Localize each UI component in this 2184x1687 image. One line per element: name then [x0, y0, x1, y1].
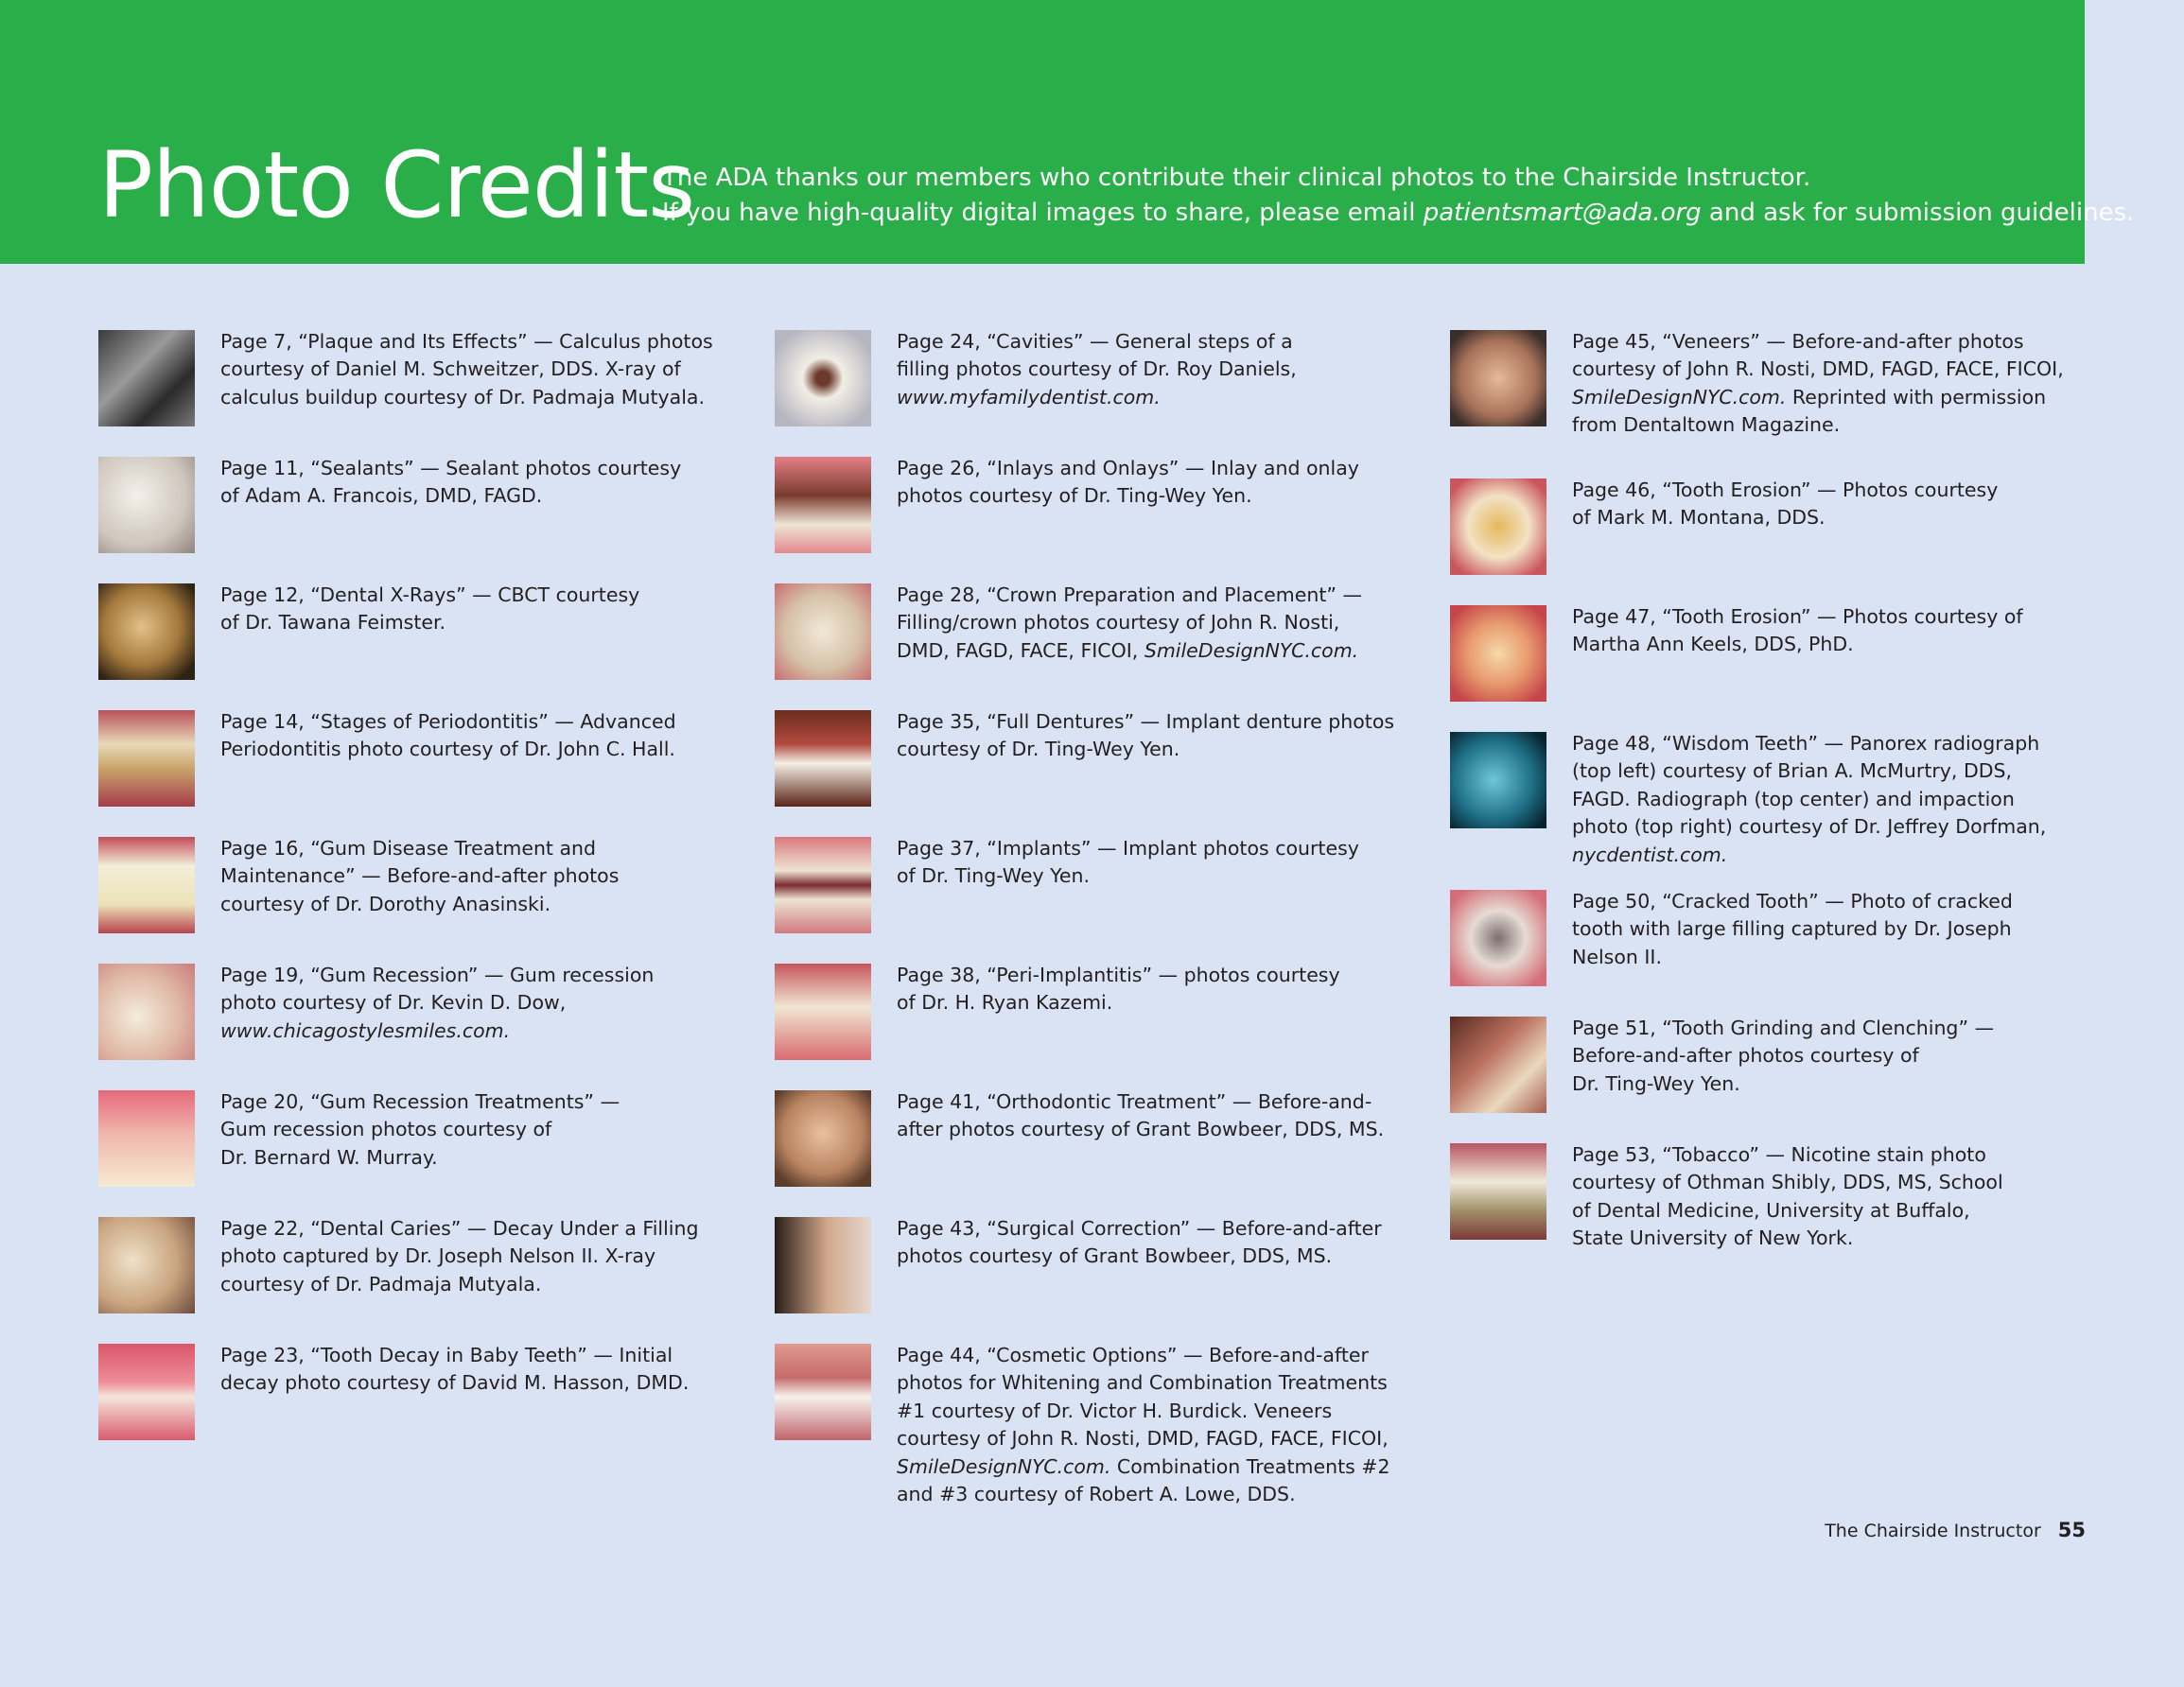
credit-line	[220, 835, 750, 862]
credit-text-segment: courtesy of John R. Nosti, DMD, FAGD, FACE, FICOI,	[1572, 357, 2064, 381]
credit-line	[1572, 328, 2102, 356]
credit-line	[1572, 1197, 2102, 1225]
credit-text	[897, 708, 1426, 764]
credit-line	[897, 1398, 1426, 1425]
credit-text-segment: Periodontitis photo courtesy of Dr. John C. Hall.	[220, 738, 675, 761]
credit-text-segment: Page 48, “Wisdom Teeth” — Panorex radiograph	[1572, 732, 2040, 755]
thumbnail-fill	[1450, 732, 1546, 828]
inlay-onlay-thumbnail	[775, 457, 871, 553]
thumbnail-fill	[98, 457, 195, 553]
credit-text-segment: Reprinted with permission	[1786, 385, 2047, 409]
credit-line	[897, 455, 1426, 482]
credit-text-segment: Nelson II.	[1572, 945, 1662, 968]
credit-text-segment: Page 19, “Gum Recession” — Gum recession	[220, 964, 655, 986]
credit-line	[1572, 757, 2102, 785]
credit-line	[220, 736, 750, 763]
credit-line	[1572, 1169, 2102, 1196]
credit-line	[897, 1215, 1426, 1243]
credit-line	[1572, 603, 2102, 631]
credit-text	[897, 1215, 1426, 1271]
dental-caries-thumbnail	[98, 1217, 195, 1313]
credit-line	[1572, 813, 2102, 841]
implant-thumbnail	[775, 837, 871, 933]
credit-line	[220, 482, 750, 510]
credit-line	[1572, 842, 2102, 869]
credit-line	[897, 1116, 1426, 1143]
credit-website: www.chicagostylesmiles.com.	[220, 1018, 511, 1042]
credit-text-segment: Page 24, “Cavities” — General steps of a	[897, 330, 1293, 353]
credit-text-segment: Page 53, “Tobacco” — Nicotine stain photo	[1572, 1143, 1986, 1166]
credit-website: nycdentist.com.	[1572, 843, 1728, 866]
credit-text	[220, 1088, 750, 1172]
credit-text-segment: Page 37, “Implants” — Implant photos courtesy	[897, 837, 1359, 860]
credit-line	[220, 1116, 750, 1143]
credit-line	[220, 708, 750, 736]
intro-line-2-start: If you have high-quality digital images to share, please email	[662, 199, 1424, 227]
cracked-tooth-thumbnail	[1450, 890, 1546, 986]
cbct-skull-thumbnail	[98, 583, 195, 680]
submission-email-link[interactable]: patientsmart@ada.org	[1423, 199, 1702, 227]
credit-text-segment: Page 35, “Full Dentures” — Implant denture photos	[897, 710, 1395, 733]
calculus-xray-thumbnail	[98, 330, 195, 426]
credit-text	[1572, 603, 2102, 659]
credit-website: SmileDesignNYC.com.	[1144, 638, 1359, 662]
credit-line	[897, 962, 1426, 989]
credit-text-segment: Filling/crown photos courtesy of John R. Nosti,	[897, 611, 1340, 635]
credit-text-segment: Page 23, “Tooth Decay in Baby Teeth” — Initial	[220, 1344, 673, 1366]
intro-line-1: The ADA thanks our members who contribute their clinical photos to the Chairside Instructor.	[662, 164, 1811, 192]
credit-line	[897, 1425, 1426, 1452]
credit-line	[1572, 1070, 2102, 1098]
credit-line	[897, 328, 1426, 356]
credit-line	[897, 1453, 1426, 1481]
credit-text-segment: Page 22, “Dental Caries” — Decay Under a Filling	[220, 1217, 699, 1240]
thumbnail-fill	[775, 710, 871, 807]
thumbnail-fill	[1450, 1017, 1546, 1113]
surgical-profile-thumbnail	[775, 1217, 871, 1313]
credit-text-segment: Page 14, “Stages of Periodontitis” — Advanced	[220, 710, 676, 733]
credit-line	[220, 1215, 750, 1243]
crown-thumbnail	[775, 583, 871, 680]
credit-line	[1572, 915, 2102, 943]
credit-text	[897, 1342, 1426, 1508]
credit-line	[897, 1369, 1426, 1397]
credit-text	[1572, 1141, 2102, 1253]
credit-text-segment: Dr. Ting-Wey Yen.	[1572, 1071, 1740, 1095]
credit-line	[1572, 730, 2102, 757]
credit-line	[897, 835, 1426, 862]
credit-line	[897, 1481, 1426, 1508]
credit-line	[897, 736, 1426, 763]
thumbnail-fill	[1450, 330, 1546, 426]
credit-text-segment: of Dental Medicine, University at Buffalo,	[1572, 1198, 1970, 1222]
credit-text-segment: courtesy of John R. Nosti, DMD, FAGD, FACE, FICOI,	[897, 1427, 1389, 1451]
credit-text-segment: (top left) courtesy of Brian A. McMurtry, DDS,	[1572, 759, 2013, 783]
credit-text-segment: calculus buildup courtesy of Dr. Padmaja Mutyala.	[220, 385, 705, 409]
credit-text-segment: photo courtesy of Dr. Kevin D. Dow,	[220, 991, 567, 1015]
credit-line	[1572, 356, 2102, 383]
thumbnail-fill	[775, 1217, 871, 1313]
credit-text	[1572, 730, 2102, 869]
credit-line	[897, 1342, 1426, 1369]
credit-text-segment: courtesy of Dr. Padmaja Mutyala.	[220, 1272, 542, 1296]
credit-line	[1572, 1225, 2102, 1252]
credit-text-segment: of Mark M. Montana, DDS.	[1572, 506, 1826, 530]
credit-website: SmileDesignNYC.com.	[897, 1454, 1111, 1478]
thumbnail-fill	[775, 330, 871, 426]
credit-text-segment: photo (top right) courtesy of Dr. Jeffrey Dorfman,	[1572, 815, 2047, 839]
credit-text	[897, 835, 1426, 891]
credit-text-segment: of Dr. Tawana Feimster.	[220, 611, 446, 635]
thumbnail-fill	[775, 583, 871, 680]
thumbnail-fill	[775, 837, 871, 933]
credit-text	[1572, 328, 2102, 440]
credit-text	[220, 328, 750, 411]
credit-text-segment: of Dr. Ting-Wey Yen.	[897, 864, 1091, 888]
tooth-erosion-thumbnail	[1450, 478, 1546, 575]
credit-text-segment: Page 16, “Gum Disease Treatment and	[220, 837, 597, 860]
credit-line	[1572, 1015, 2102, 1042]
thumbnail-fill	[775, 1090, 871, 1187]
credit-text-segment: FAGD. Radiograph (top center) and impaction	[1572, 787, 2015, 810]
credit-text	[220, 582, 750, 637]
credit-text-segment: tooth with large filling captured by Dr. Joseph	[1572, 917, 2012, 941]
credit-text	[220, 708, 750, 764]
credit-line	[220, 1342, 750, 1369]
credit-text-segment: filling photos courtesy of Dr. Roy Daniels,	[897, 357, 1297, 381]
credit-text-segment: Page 12, “Dental X-Rays” — CBCT courtesy	[220, 583, 640, 606]
credit-text	[1572, 888, 2102, 971]
credit-text	[1572, 1015, 2102, 1098]
credit-text-segment: Page 51, “Tooth Grinding and Clenching” —	[1572, 1017, 1995, 1039]
credit-text-segment: Gum recession photos courtesy of	[220, 1118, 552, 1141]
credit-website: www.myfamilydentist.com.	[897, 385, 1161, 409]
credit-text-segment: Before-and-after photos courtesy of	[1572, 1044, 1919, 1068]
credit-text-segment: decay photo courtesy of David M. Hasson, DMD.	[220, 1371, 690, 1395]
credit-line	[220, 1243, 750, 1270]
credit-line	[897, 356, 1426, 383]
credit-line	[897, 637, 1426, 665]
credit-line	[1572, 786, 2102, 813]
credit-text-segment: State University of New York.	[1572, 1226, 1854, 1250]
thumbnail-fill	[775, 457, 871, 553]
credit-text	[220, 1215, 750, 1298]
credit-line	[897, 862, 1426, 890]
publication-name: The Chairside Instructor	[1825, 1521, 2041, 1541]
thumbnail-fill	[98, 1344, 195, 1440]
gum-recession-thumbnail	[98, 964, 195, 1060]
credit-line	[220, 1088, 750, 1116]
tooth-grinding-thumbnail	[1450, 1017, 1546, 1113]
credit-text-segment: Page 20, “Gum Recession Treatments” —	[220, 1090, 620, 1113]
thumbnail-fill	[1450, 605, 1546, 702]
credit-text-segment: courtesy of Dr. Ting-Wey Yen.	[897, 738, 1180, 761]
credit-text-segment: photos courtesy of Grant Bowbeer, DDS, MS.	[897, 1244, 1333, 1268]
credit-text-segment: Page 45, “Veneers” — Before-and-after photos	[1572, 330, 2024, 353]
credit-line	[1572, 477, 2102, 504]
thumbnail-fill	[775, 964, 871, 1060]
thumbnail-fill	[1450, 478, 1546, 575]
credit-text	[1572, 477, 2102, 532]
credit-text-segment: Page 44, “Cosmetic Options” — Before-and-after	[897, 1344, 1369, 1366]
credit-line	[1572, 411, 2102, 439]
credit-text	[220, 1342, 750, 1398]
peri-implantitis-thumbnail	[775, 964, 871, 1060]
intro-line-2	[662, 196, 2134, 231]
credit-text-segment: Combination Treatments #2	[1110, 1454, 1390, 1478]
credit-text	[220, 455, 750, 511]
credit-text-segment: Page 46, “Tooth Erosion” — Photos courtesy	[1572, 478, 1999, 501]
credit-text-segment: DMD, FAGD, FACE, FICOI,	[897, 638, 1144, 662]
thumbnail-fill	[98, 330, 195, 426]
credit-text	[897, 582, 1426, 665]
thumbnail-fill	[98, 710, 195, 807]
credit-line	[220, 862, 750, 890]
credit-line	[220, 384, 750, 411]
sealant-thumbnail	[98, 457, 195, 553]
credit-line	[897, 989, 1426, 1017]
page-title: Photo Credits	[98, 132, 695, 238]
credit-line	[1572, 384, 2102, 411]
credit-text-segment: Page 11, “Sealants” — Sealant photos courtesy	[220, 457, 682, 479]
credit-line	[220, 328, 750, 356]
credit-text-segment: of Dr. H. Ryan Kazemi.	[897, 991, 1113, 1015]
cavity-filling-thumbnail	[775, 330, 871, 426]
tooth-erosion-2-thumbnail	[1450, 605, 1546, 702]
credit-line	[897, 708, 1426, 736]
page-number: 55	[2057, 1519, 2086, 1541]
credit-line	[897, 582, 1426, 609]
credit-text-segment: courtesy of Othman Shibly, DDS, MS, School	[1572, 1171, 2003, 1194]
credit-text-segment: courtesy of Dr. Dorothy Anasinski.	[220, 892, 551, 915]
thumbnail-fill	[1450, 1143, 1546, 1240]
credit-line	[897, 1243, 1426, 1270]
thumbnail-fill	[775, 1344, 871, 1440]
credit-website: SmileDesignNYC.com.	[1572, 385, 1787, 409]
credit-text	[897, 1088, 1426, 1144]
credit-text-segment: Page 7, “Plaque and Its Effects” — Calculus photos	[220, 330, 713, 353]
thumbnail-fill	[98, 583, 195, 680]
credit-text-segment: photos for Whitening and Combination Treatments	[897, 1371, 1388, 1395]
credit-text-segment: Page 26, “Inlays and Onlays” — Inlay and onlay	[897, 457, 1359, 479]
credit-line	[897, 609, 1426, 636]
credit-line	[220, 1144, 750, 1172]
credit-text-segment: photo captured by Dr. Joseph Nelson II. X-ray	[220, 1244, 656, 1268]
intro-line-2-end: and ask for submission guidelines.	[1701, 199, 2135, 227]
credit-line	[1572, 1141, 2102, 1169]
credit-line	[897, 482, 1426, 510]
veneers-portrait-thumbnail	[1450, 330, 1546, 426]
credit-text-segment: Page 41, “Orthodontic Treatment” — Before-and-	[897, 1090, 1372, 1113]
orthodontic-child-thumbnail	[775, 1090, 871, 1187]
credit-text-segment: of Adam A. Francois, DMD, FAGD.	[220, 484, 543, 508]
intro-text	[662, 161, 2134, 231]
cosmetic-smile-thumbnail	[775, 1344, 871, 1440]
credit-line	[220, 989, 750, 1017]
credit-line	[220, 1017, 750, 1045]
credit-line	[220, 455, 750, 482]
credit-line	[897, 384, 1426, 411]
credit-text-segment: Page 28, “Crown Preparation and Placement” —	[897, 583, 1363, 606]
credit-text-segment: Dr. Bernard W. Murray.	[220, 1145, 438, 1169]
thumbnail-fill	[98, 837, 195, 933]
credit-text	[897, 328, 1426, 411]
credit-text-segment: after photos courtesy of Grant Bowbeer, DDS, MS.	[897, 1118, 1385, 1141]
credit-text-segment: Martha Ann Keels, DDS, PhD.	[1572, 633, 1854, 656]
credit-text-segment: #1 courtesy of Dr. Victor H. Burdick. Veneers	[897, 1399, 1333, 1422]
credit-text-segment: Page 50, “Cracked Tooth” — Photo of cracked	[1572, 890, 2013, 913]
nicotine-stain-thumbnail	[1450, 1143, 1546, 1240]
credit-text-segment: and #3 courtesy of Robert A. Lowe, DDS.	[897, 1483, 1296, 1506]
credit-text-segment: Maintenance” — Before-and-after photos	[220, 864, 620, 888]
credit-line	[1572, 1042, 2102, 1070]
thumbnail-fill	[98, 1090, 195, 1187]
credit-text-segment: courtesy of Daniel M. Schweitzer, DDS. X-ray of	[220, 357, 681, 381]
credit-line	[220, 1369, 750, 1397]
credit-text-segment: Page 47, “Tooth Erosion” — Photos courtesy of	[1572, 605, 2023, 628]
credit-line	[220, 609, 750, 636]
credit-line	[220, 891, 750, 918]
credit-line	[1572, 504, 2102, 531]
periodontitis-thumbnail	[98, 710, 195, 807]
credit-text-segment: from Dentaltown Magazine.	[1572, 413, 1841, 437]
credit-line	[1572, 631, 2102, 658]
panorex-radiograph-thumbnail	[1450, 732, 1546, 828]
gum-recession-treatment-thumbnail	[98, 1090, 195, 1187]
thumbnail-fill	[1450, 890, 1546, 986]
credit-line	[1572, 944, 2102, 971]
baby-teeth-decay-thumbnail	[98, 1344, 195, 1440]
credit-text	[897, 455, 1426, 511]
credit-text-segment: photos courtesy of Dr. Ting-Wey Yen.	[897, 484, 1252, 508]
credit-line	[1572, 888, 2102, 915]
thumbnail-fill	[98, 1217, 195, 1313]
credit-text	[220, 962, 750, 1045]
page-footer	[1825, 1519, 2086, 1541]
thumbnail-fill	[98, 964, 195, 1060]
credit-text	[220, 835, 750, 918]
gum-disease-thumbnail	[98, 837, 195, 933]
credit-line	[220, 962, 750, 989]
credit-line	[897, 1088, 1426, 1116]
credit-line	[220, 1271, 750, 1298]
credit-text-segment: Page 38, “Peri-Implantitis” — photos courtesy	[897, 964, 1340, 986]
full-denture-thumbnail	[775, 710, 871, 807]
credit-text	[897, 962, 1426, 1017]
credit-line	[220, 582, 750, 609]
credit-line	[220, 356, 750, 383]
header-banner	[0, 0, 2135, 264]
credit-text-segment: Page 43, “Surgical Correction” — Before-and-after	[897, 1217, 1382, 1240]
